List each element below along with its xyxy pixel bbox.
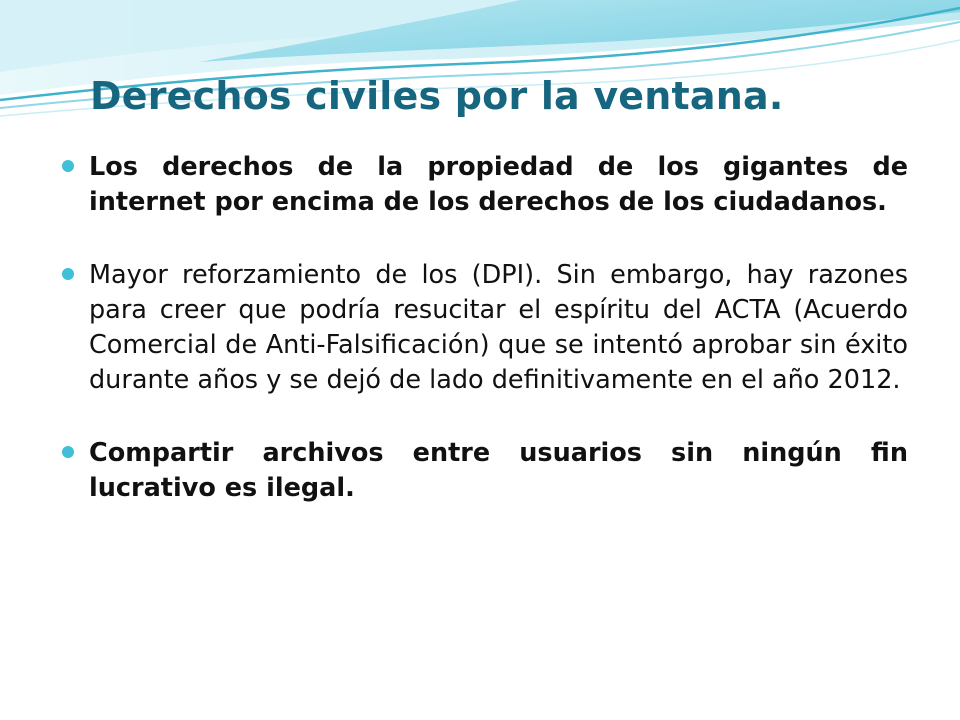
bullet-item [60, 436, 908, 506]
bullet-item [60, 258, 908, 398]
bullet-dot-icon [62, 160, 74, 172]
bullet-dot-icon [62, 268, 74, 280]
bullet-text: Compartir archivos entre usuarios sin ningún fin lucrativo es ilegal. [89, 438, 908, 503]
bullet-dot-icon [62, 446, 74, 458]
bullet-text: Los derechos de la propiedad de los gigantes de internet por encima de los derechos de los ciudadanos. [89, 152, 908, 217]
bullet-list [60, 150, 908, 506]
bullet-text: Mayor reforzamiento de los (DPI). Sin embargo, hay razones para creer que podría resucitar el espíritu del ACTA (Acuerdo Comercial de Anti-Falsificación) que se intentó aprobar sin éxito durante años y se dejó de lado definitivamente en el año 2012. [89, 260, 908, 395]
slide-title: Derechos civiles por la ventana. [90, 74, 784, 118]
bullet-item [60, 150, 908, 220]
